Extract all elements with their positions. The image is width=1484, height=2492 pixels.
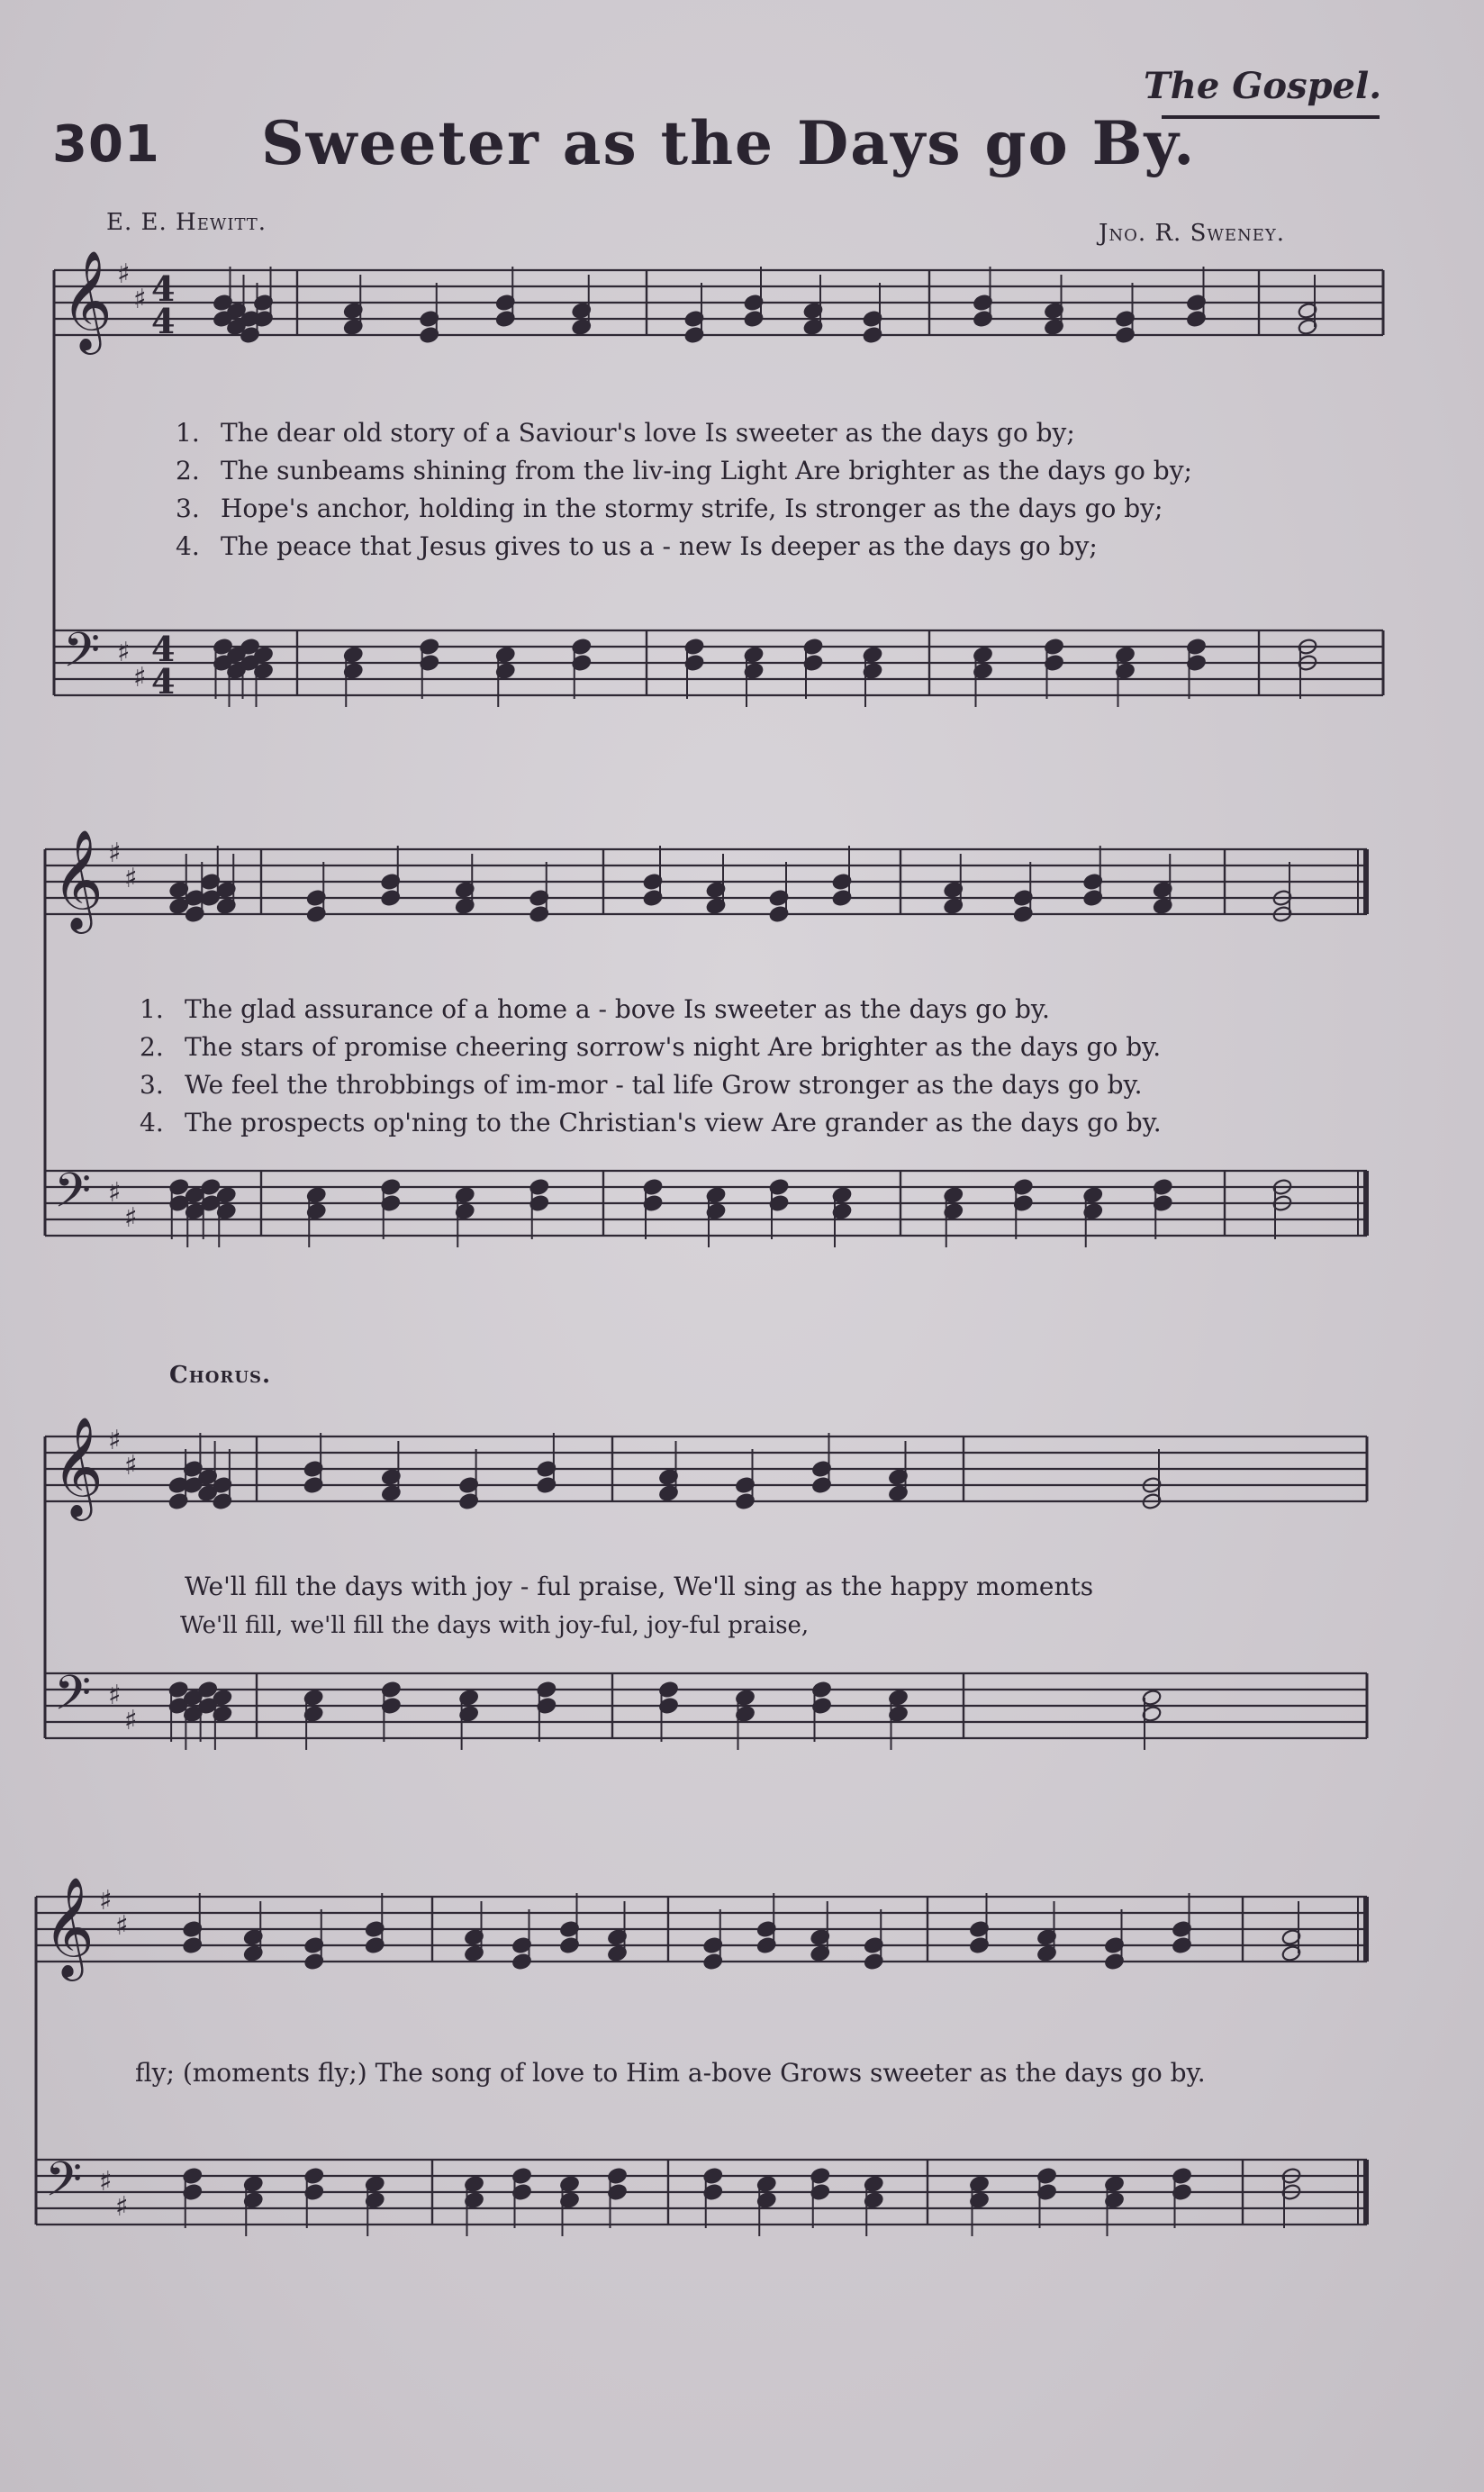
time-signature-bottom: 4 [151,301,176,341]
sharp-sign: ♯ [124,1450,138,1482]
hymn-number: 301 [52,115,160,174]
verse-line [140,1029,1162,1066]
sharp-sign: ♯ [133,284,147,315]
final-barline [1363,1897,1369,1962]
hymn-title: Sweeter as the Days go By. [261,108,1197,178]
verse-number: 4. [176,531,200,561]
verse-number: 3. [140,1070,164,1100]
treble-clef: 𝄞 [52,829,104,929]
verse-line [176,452,1192,490]
time-signature-top: 4 [151,268,176,309]
sharp-sign: ♯ [99,1885,113,1917]
treble-clef: 𝄞 [61,249,113,350]
verse-number: 3. [176,494,200,523]
composer: Jno. R. Sweney. [1099,220,1286,247]
sharp-sign: ♯ [117,258,131,290]
verse-text: The sunbeams shining from the liv-ing Light Are brighter as the days go by; [221,456,1192,485]
verse-line [176,414,1192,452]
sharp-sign: ♯ [124,863,138,894]
final-barline [1363,849,1369,914]
sharp-sign: ♯ [124,1202,138,1234]
author: E. E. Hewitt. [106,209,267,236]
verse-line [176,490,1192,528]
chorus-label: Chorus. [169,1362,272,1389]
verse-number: 1. [176,418,200,448]
sharp-sign: ♯ [108,1680,122,1711]
sharp-sign: ♯ [99,2166,113,2197]
verse-line [140,1104,1162,1142]
sharp-sign: ♯ [117,637,131,668]
chorus-lyric-line1-alt: We'll fill, we'll fill the days with joy-ful, joy-ful praise, [180,1612,810,1639]
treble-clef: 𝄞 [43,1876,95,1977]
verse-number: 2. [140,1032,164,1062]
sharp-sign: ♯ [108,1177,122,1209]
verse-text: The peace that Jesus gives to us a - new Is deeper as the days go by; [221,531,1098,561]
sharp-sign: ♯ [108,1425,122,1456]
verse-number: 2. [176,456,200,485]
verse-text: Hope's anchor, holding in the stormy strife, Is stronger as the days go by; [221,494,1163,523]
sharp-sign: ♯ [115,1910,129,1942]
verse-text: The stars of promise cheering sorrow's night Are brighter as the days go by. [185,1032,1162,1062]
bass-clef: 𝄢 [54,1164,92,1230]
final-barline [1363,2160,1369,2225]
sharp-sign: ♯ [108,838,122,869]
sharp-sign: ♯ [133,662,147,693]
verse-text: The glad assurance of a home a - bove Is sweeter as the days go by. [185,994,1050,1024]
verse-text: The dear old story of a Saviour's love Is sweeter as the days go by; [221,418,1075,448]
verse-line [140,991,1162,1029]
verse-number: 1. [140,994,164,1024]
verse-line [140,1066,1162,1104]
verse-text: The prospects op'ning to the Christian's view Are grander as the days go by. [185,1108,1162,1137]
bass-clef: 𝄢 [54,1666,92,1733]
time-signature-bottom: 4 [151,661,176,702]
chorus-lyric-line2: fly; (moments fly;) The song of love to Him a-bove Grows sweeter as the days go by. [135,2058,1206,2088]
verse-text: We feel the throbbings of im-mor - tal life Grow stronger as the days go by. [185,1070,1143,1100]
final-barline [1363,1171,1369,1236]
verse-line [176,528,1192,566]
treble-clef: 𝄞 [52,1416,104,1517]
verses-part1 [176,414,1192,566]
sharp-sign: ♯ [115,2191,129,2223]
verses-part2 [140,991,1162,1142]
bass-clef: 𝄢 [45,2152,83,2219]
chorus-lyric-line1: We'll fill the days with joy - ful praise, We'll sing as the happy moments [185,1572,1094,1601]
section-label: The Gospel. [1144,65,1382,107]
sharp-sign: ♯ [124,1705,138,1736]
verse-number: 4. [140,1108,164,1137]
bass-clef: 𝄢 [63,623,101,690]
time-signature-top: 4 [151,629,176,669]
